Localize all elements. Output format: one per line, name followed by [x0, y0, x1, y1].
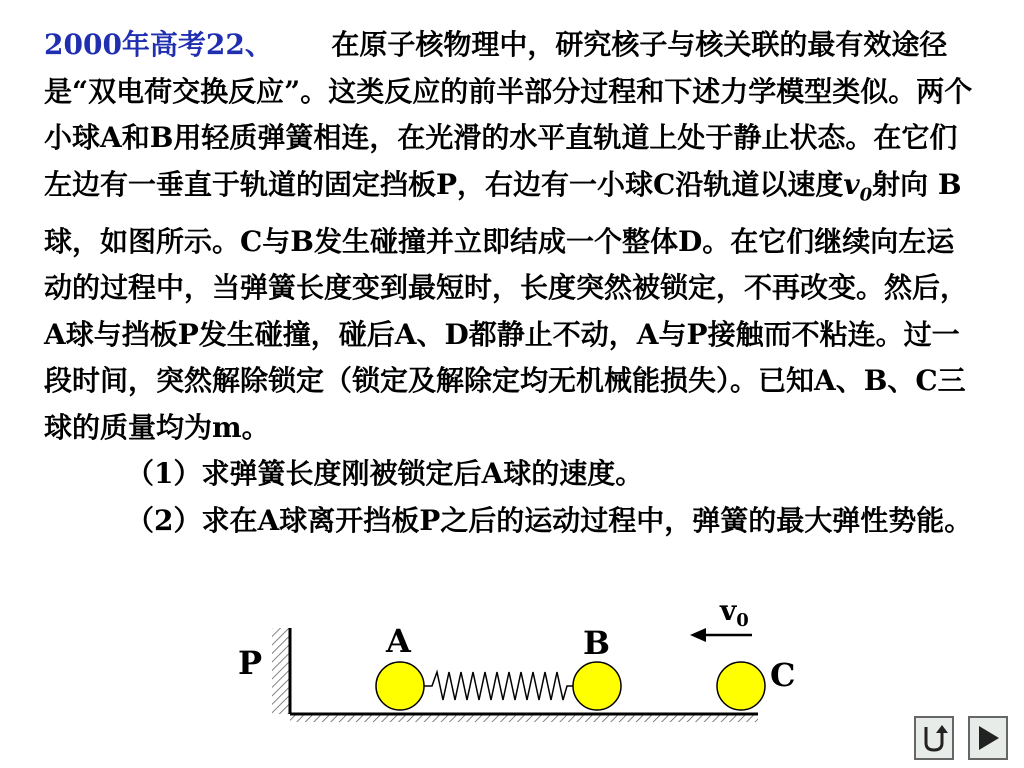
- label-B: B: [583, 624, 611, 662]
- problem-text: [44, 22, 980, 544]
- next-button[interactable]: [968, 716, 1008, 760]
- ball-A: [376, 662, 424, 710]
- problem-source: 2000年高考22、: [44, 28, 273, 61]
- return-button[interactable]: [914, 716, 954, 760]
- problem-body-part1: 效途径是“双电荷交换反应”。这类反应的前半部分过程和下述力学模型类似。两个小球A和B用轻质弹簧相连，在光滑的水平直轨道上处于静止状态。在它们左边有一垂直于轨道的固定挡板P，右边有一小球C沿轨道以速度: [44, 28, 973, 201]
- problem-body-part2: 射向 B球，如图所示。C与B发生碰撞并立即结成一个整体D。在它们继续向左运动的过程中，当弹簧长度变到最短时，长度突然被锁定，不再改变。然后，A球与挡板P发生碰撞，碰后A、D都静止不动，A与P接触而不粘连。过一段时间，突然解除锁定（锁定及解除定均无机械能损失）。已知A、B、C三球的质量均为m。: [44, 167, 969, 444]
- intro-line: 在原子核物理中，研究核子与核关联的最有: [331, 28, 864, 61]
- return-u-turn-icon: [920, 723, 948, 753]
- problem-paragraph: [44, 22, 980, 451]
- velocity-subscript: 0: [859, 184, 873, 206]
- label-A: A: [386, 622, 411, 660]
- label-C: C: [770, 656, 796, 694]
- physics-diagram: [0, 590, 1024, 768]
- ball-B: [573, 662, 621, 710]
- question-1: （1）求弹簧长度刚被锁定后A球的速度。: [126, 457, 644, 491]
- question-2: （2）求在A球离开挡板P之后的运动过程中，弹簧的最大弹性势能。: [126, 503, 973, 537]
- spring: [424, 672, 574, 700]
- svg-text:v0: [719, 594, 749, 631]
- play-triangle-icon: [975, 723, 1001, 753]
- label-v-sub: 0: [736, 610, 749, 631]
- velocity-symbol: v: [843, 167, 860, 201]
- label-v: v: [720, 594, 737, 627]
- ball-C: [717, 662, 765, 710]
- velocity-arrowhead: [690, 628, 706, 642]
- label-P: P: [238, 644, 263, 682]
- wall-hatch: [272, 628, 290, 714]
